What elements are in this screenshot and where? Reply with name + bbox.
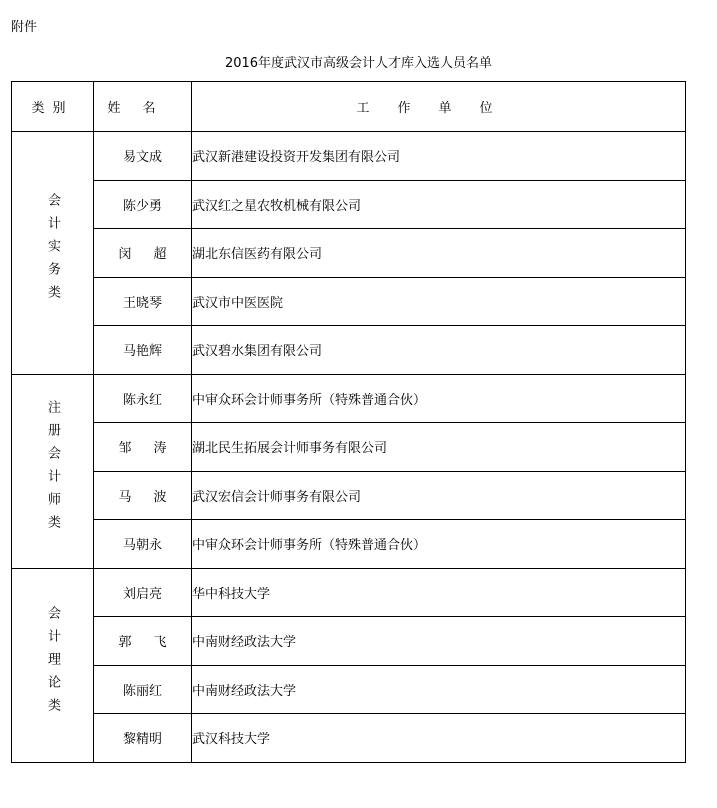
- column-header-category: 类别: [12, 82, 94, 132]
- table-row: [12, 277, 686, 326]
- name-cell: 马波: [94, 471, 192, 520]
- unit-cell: 武汉红之星农牧机械有限公司: [192, 180, 686, 229]
- unit-cell: 武汉碧水集团有限公司: [192, 326, 686, 375]
- table-row: [12, 229, 686, 278]
- roster-table: [11, 81, 686, 763]
- column-header-name: 姓名: [94, 82, 192, 132]
- document-title: 2016年度武汉市高级会计人才库入选人员名单: [224, 56, 493, 71]
- category-cell: [12, 568, 94, 762]
- table-row: [12, 714, 686, 763]
- name-cell: 陈丽红: [94, 665, 192, 714]
- table-row: [12, 471, 686, 520]
- name-cell: 易文成: [94, 132, 192, 181]
- column-header-unit: 工作单位: [192, 82, 686, 132]
- name-cell: 马朝永: [94, 520, 192, 569]
- unit-cell: 武汉市中医医院: [192, 277, 686, 326]
- category-label: 注册会计师类: [45, 400, 60, 538]
- table-row: [12, 180, 686, 229]
- unit-cell: 武汉科技大学: [192, 714, 686, 763]
- unit-cell: 武汉新港建设投资开发集团有限公司: [192, 132, 686, 181]
- category-label: 会计实务类: [45, 193, 60, 309]
- category-label: 会计理论类: [45, 605, 60, 721]
- table-row: [12, 520, 686, 569]
- attachment-label: 附件: [11, 20, 38, 35]
- unit-cell: 华中科技大学: [192, 568, 686, 617]
- name-cell: 邹涛: [94, 423, 192, 472]
- table-row: [12, 132, 686, 181]
- table-row: [12, 374, 686, 423]
- name-cell: 黎精明: [94, 714, 192, 763]
- unit-cell: 武汉宏信会计师事务有限公司: [192, 471, 686, 520]
- unit-cell: 湖北民生拓展会计师事务有限公司: [192, 423, 686, 472]
- unit-cell: 中南财经政法大学: [192, 617, 686, 666]
- category-cell: [12, 374, 94, 568]
- unit-cell: 中审众环会计师事务所（特殊普通合伙）: [192, 520, 686, 569]
- table-row: [12, 326, 686, 375]
- unit-cell: 中南财经政法大学: [192, 665, 686, 714]
- unit-cell: 湖北东信医药有限公司: [192, 229, 686, 278]
- table-row: [12, 568, 686, 617]
- table-row: [12, 665, 686, 714]
- name-cell: 陈少勇: [94, 180, 192, 229]
- header-row: [12, 82, 686, 132]
- table-row: [12, 617, 686, 666]
- name-cell: 郭飞: [94, 617, 192, 666]
- name-cell: 马艳辉: [94, 326, 192, 375]
- name-cell: 王晓琴: [94, 277, 192, 326]
- unit-cell: 中审众环会计师事务所（特殊普通合伙）: [192, 374, 686, 423]
- name-cell: 闵超: [94, 229, 192, 278]
- table-row: [12, 423, 686, 472]
- category-cell: [12, 132, 94, 375]
- name-cell: 陈永红: [94, 374, 192, 423]
- name-cell: 刘启亮: [94, 568, 192, 617]
